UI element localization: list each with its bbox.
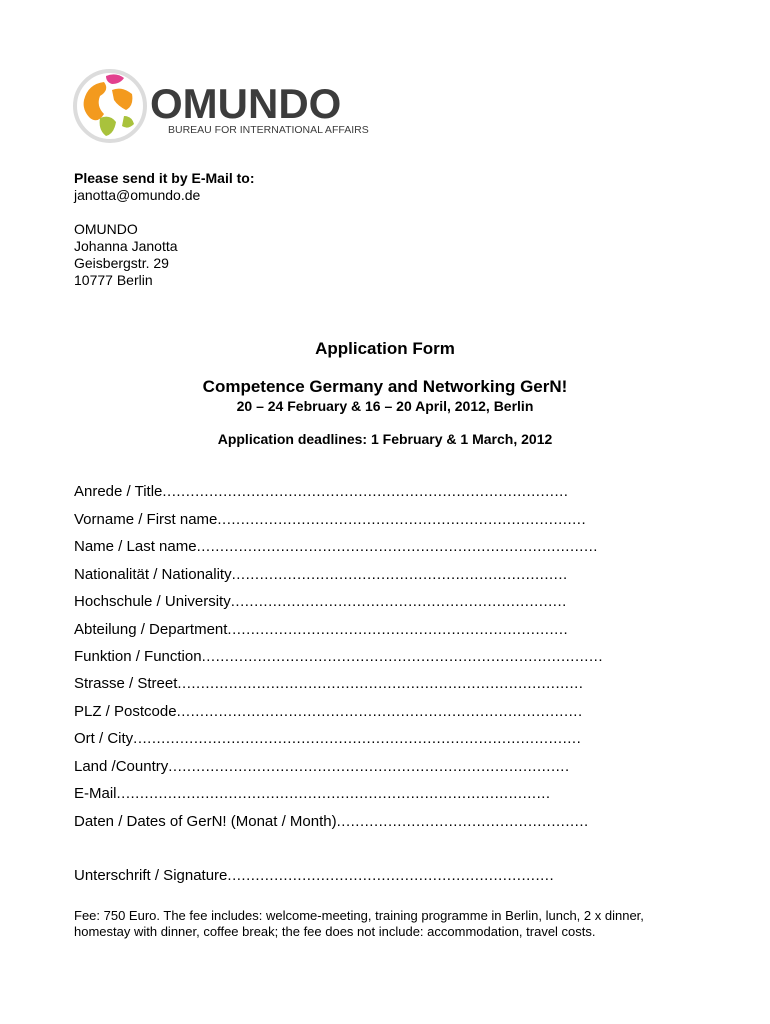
- program-title: Competence Germany and Networking GerN!: [202, 377, 568, 396]
- address-line: Johanna Janotta: [74, 238, 178, 254]
- field-email[interactable]: [74, 784, 619, 804]
- program-dates: 20 – 24 February & 16 – 20 April, 2012, Berlin: [236, 398, 534, 414]
- field-title[interactable]: [74, 482, 619, 502]
- field-function[interactable]: [74, 647, 619, 667]
- field-fill-line[interactable]: ......................................................: [336, 813, 589, 830]
- field-label: E-Mail: [74, 785, 117, 802]
- field-label: Strasse / Street: [74, 675, 178, 692]
- field-fill-line[interactable]: ......................................................................................: [196, 538, 598, 555]
- send-instructions: [74, 170, 255, 204]
- postal-address: [74, 221, 178, 289]
- form-title: Application Form: [315, 339, 455, 358]
- field-fill-line[interactable]: ................................................................................................: [133, 730, 582, 747]
- field-label: Ort / City: [74, 730, 134, 747]
- address-line: OMUNDO: [74, 221, 138, 237]
- field-fill-line[interactable]: .......................................................................................: [177, 675, 584, 692]
- field-fill-line[interactable]: ......................................................................: [227, 867, 555, 884]
- field-fill-line[interactable]: .............................................................................................: [116, 785, 551, 802]
- field-label: Abteilung / Department: [74, 621, 228, 638]
- field-label: Unterschrift / Signature: [74, 867, 228, 884]
- contact-email: janotta@omundo.de: [74, 187, 201, 203]
- field-label: Funktion / Function: [74, 648, 202, 665]
- field-signature[interactable]: [74, 866, 619, 886]
- field-university[interactable]: [74, 592, 619, 612]
- field-fill-line[interactable]: ........................................................................: [230, 593, 567, 610]
- address-line: Geisbergstr. 29: [74, 255, 169, 271]
- field-fill-line[interactable]: ......................................................................................: [201, 648, 603, 665]
- field-fill-line[interactable]: .......................................................................................: [176, 703, 583, 720]
- field-fill-line[interactable]: ...............................................................................: [217, 511, 587, 528]
- field-nationality[interactable]: [74, 565, 619, 585]
- field-country[interactable]: [74, 757, 619, 777]
- field-label: Name / Last name: [74, 538, 197, 555]
- logo-brand-text: OMUNDO: [150, 80, 342, 127]
- field-street[interactable]: [74, 674, 619, 694]
- field-department[interactable]: [74, 620, 619, 640]
- field-dates[interactable]: [74, 812, 619, 832]
- field-fill-line[interactable]: ........................................................................: [231, 566, 568, 583]
- logo-tagline-text: BUREAU FOR INTERNATIONAL AFFAIRS: [168, 124, 369, 136]
- field-last-name[interactable]: [74, 537, 619, 557]
- field-label: Nationalität / Nationality: [74, 566, 232, 583]
- address-line: 10777 Berlin: [74, 272, 153, 288]
- fee-note: Fee: 750 Euro. The fee includes: welcome-meeting, training programme in Berlin, lunch, 2 x dinner, homestay with dinner, coffee break; the fee does not include: accommodation, travel costs.: [74, 908, 644, 939]
- field-postcode[interactable]: [74, 702, 619, 722]
- field-label: PLZ / Postcode: [74, 703, 177, 720]
- globe-icon: [75, 71, 145, 141]
- field-label: Anrede / Title: [74, 483, 163, 500]
- field-first-name[interactable]: [74, 510, 619, 530]
- field-label: Hochschule / University: [74, 593, 231, 610]
- application-deadlines: Application deadlines: 1 February & 1 March, 2012: [217, 431, 553, 447]
- field-label: Land /Country: [74, 758, 169, 775]
- field-city[interactable]: [74, 729, 619, 749]
- omundo-logo: [70, 66, 370, 146]
- field-fill-line[interactable]: .......................................................................................: [162, 483, 569, 500]
- field-fill-line[interactable]: .........................................................................: [227, 621, 569, 638]
- field-label: Daten / Dates of GerN! (Monat / Month): [74, 813, 337, 830]
- field-fill-line[interactable]: ......................................................................................: [168, 758, 570, 775]
- send-heading: Please send it by E-Mail to:: [74, 170, 255, 186]
- field-label: Vorname / First name: [74, 511, 218, 528]
